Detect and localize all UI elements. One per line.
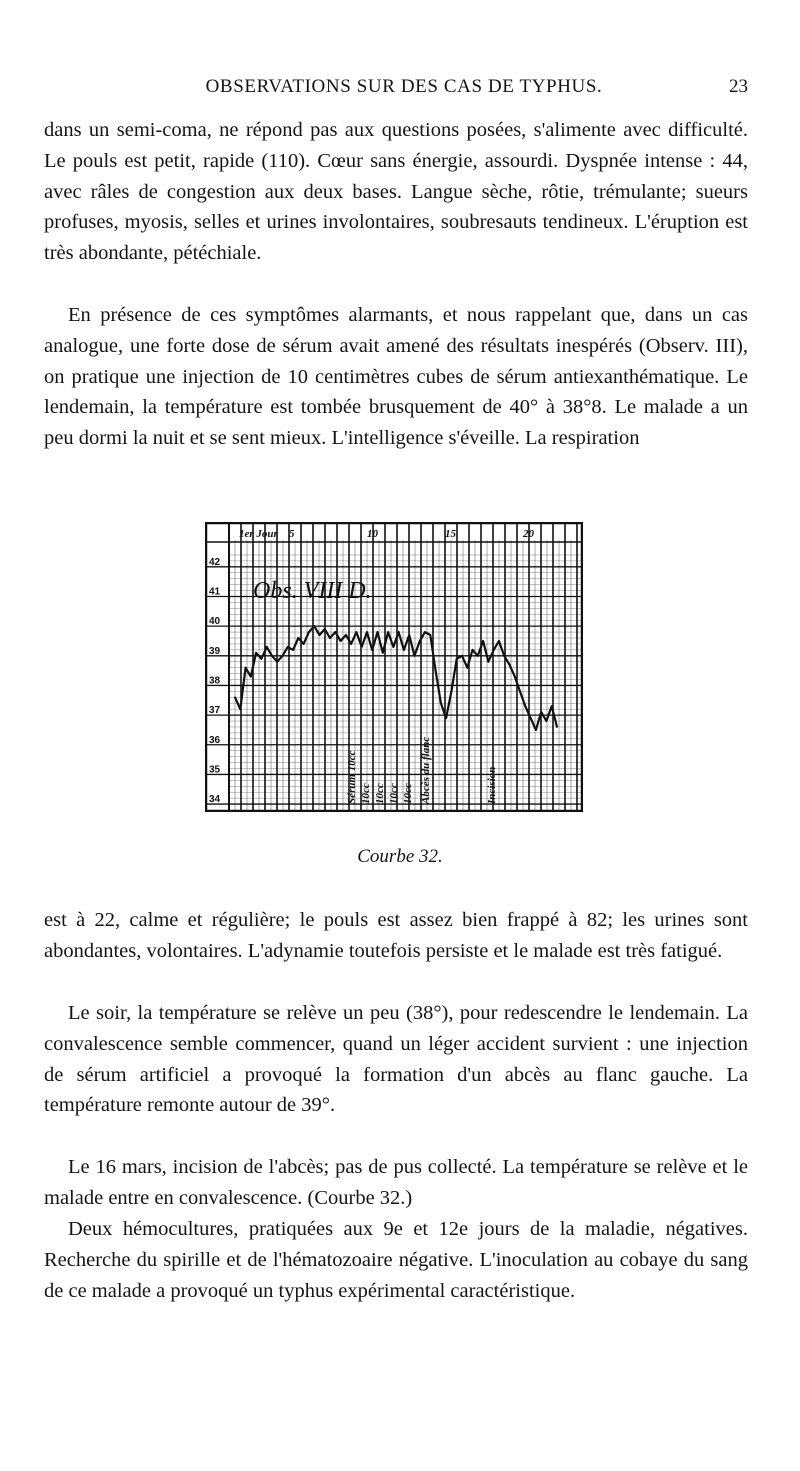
temperature-chart xyxy=(205,522,583,812)
vertical-annotation: 10cc xyxy=(388,783,400,804)
day-label: 20 xyxy=(523,528,534,540)
temperature-label: 36 xyxy=(209,734,221,746)
page-header xyxy=(60,76,748,102)
temperature-label: 34 xyxy=(209,794,221,806)
page-number: 23 xyxy=(729,76,748,97)
figure-caption: Courbe 32. xyxy=(357,846,443,867)
vertical-annotation: 10cc xyxy=(360,783,372,804)
temperature-label: 39 xyxy=(209,645,221,657)
paragraph-abscess: Le soir, la température se relève un peu (38°), pour redescendre le lendemain. La convalescence semble commencer, quand un léger accident survient : une injection de sérum artificiel a provoqué la formation d'un abcès au flanc gauche. La température remonte autour de 39°. xyxy=(44,1002,748,1117)
day-label: 5 xyxy=(289,528,295,540)
paragraph-hemocultures: Deux hémocultures, pratiquées aux 9e et 12e jours de la maladie, négatives. Recherche du spirille et de l'hématozoaire négative. L'inoculation au cobaye du sang de ce malade a provoqué un typhus expérimental caractéristique. xyxy=(44,1218,748,1302)
vertical-annotation: 10cc xyxy=(374,783,386,804)
temperature-label: 42 xyxy=(209,556,221,568)
vertical-annotation: Abcès du flanc xyxy=(420,736,432,804)
day-label: 1er Jour xyxy=(239,528,278,540)
day-label: 10 xyxy=(367,528,378,540)
chart-temperature-labels xyxy=(209,557,221,805)
temperature-label: 41 xyxy=(209,586,221,598)
chart-handwritten-title: Obs. VIII D. xyxy=(253,578,372,604)
vertical-annotation: 10cc xyxy=(402,783,414,804)
temperature-label: 35 xyxy=(209,764,221,776)
paragraph-respiration: est à 22, calme et régulière; le pouls est assez bien frappé à 82; les urines sont abondantes, volontaires. L'adynamie toutefois persiste et le malade est très fatigué. xyxy=(44,909,748,962)
running-title: OBSERVATIONS SUR DES CAS DE TYPHUS. xyxy=(205,76,603,97)
temperature-label: 40 xyxy=(209,616,221,628)
paragraph-incision: Le 16 mars, incision de l'abcès; pas de pus collecté. La température se relève et le malade entre en convalescence. (Courbe 32.) xyxy=(44,1156,748,1209)
vertical-annotation: Sérum 10cc xyxy=(346,750,358,804)
temperature-label: 38 xyxy=(209,675,221,687)
vertical-annotation: Incision xyxy=(486,766,498,804)
day-label: 15 xyxy=(445,528,456,540)
paragraph-serum-injection: En présence de ces symptômes alarmants, et nous rappelant que, dans un cas analogue, une forte dose de sérum avait amené des résultats inespérés (Observ. III), on pratique une injection de 10 centimètres cubes de sérum antiexanthématique. Le lendemain, la température est tombée brusquement de 40° à 38°8. Le malade a un peu dormi la nuit et se sent mieux. L'intelligence s'éveille. La respiration xyxy=(44,304,748,450)
temperature-label: 37 xyxy=(209,705,221,717)
paragraph-continuation: dans un semi-coma, ne répond pas aux questions posées, s'alimente avec difficulté. Le pouls est petit, rapide (110). Cœur sans énergie, assourdi. Dyspnée intense : 44, avec râles de congestion aux deux bases. Langue sèche, rôtie, trémulante; sueurs profuses, myosis, selles et urines involontaires, soubresauts tendineux. L'éruption est très abondante, pétéchiale. xyxy=(44,119,748,265)
